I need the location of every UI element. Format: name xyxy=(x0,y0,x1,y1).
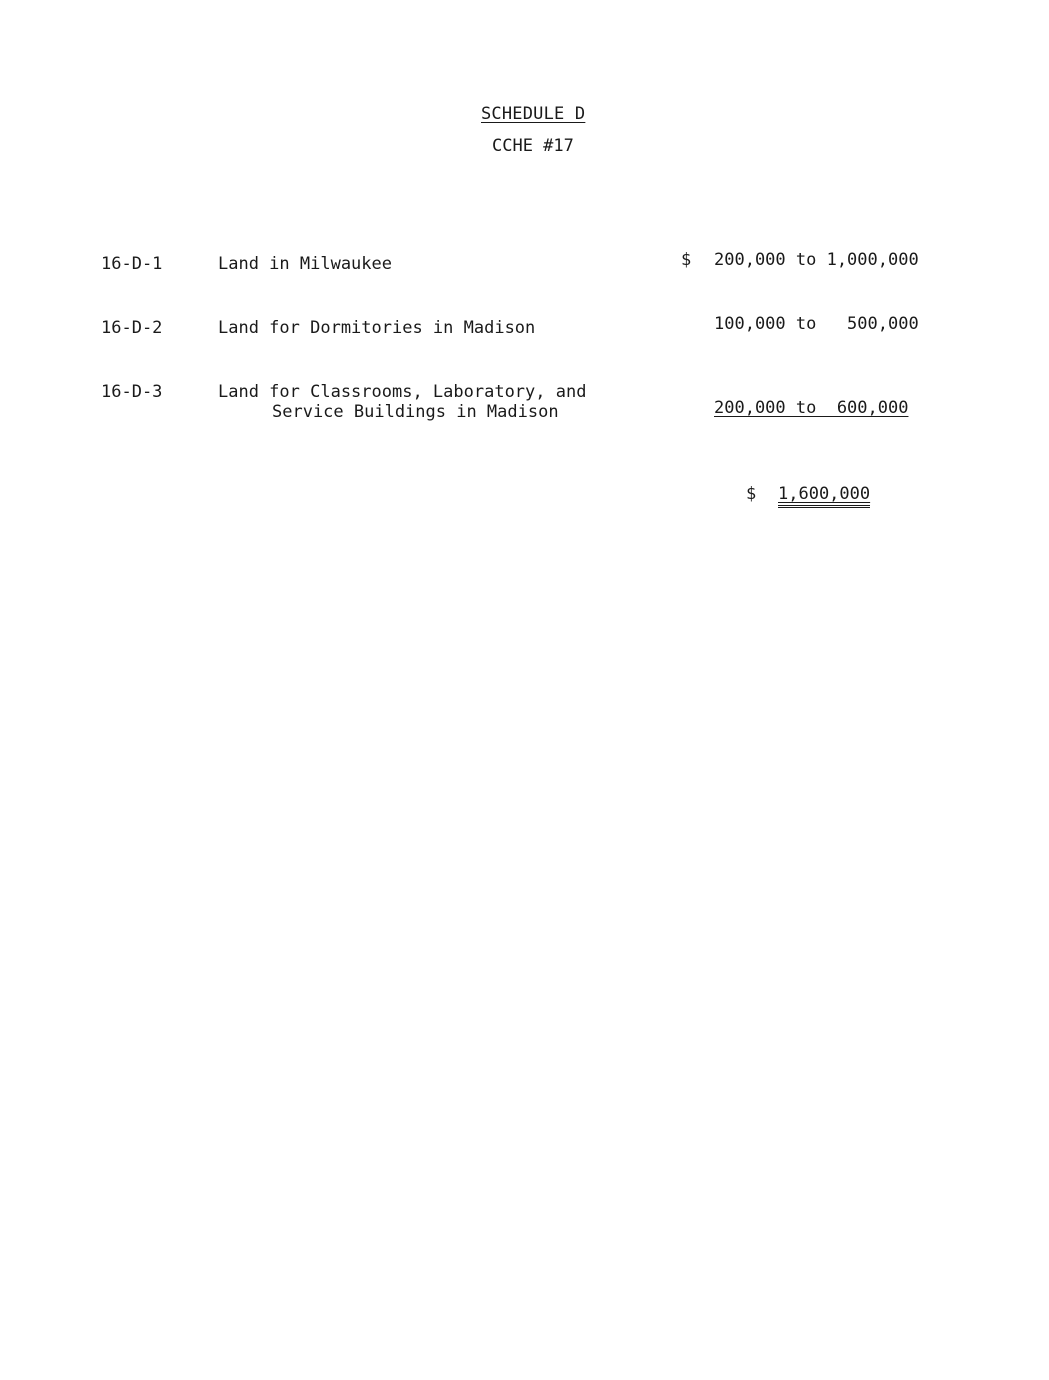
item-description-line2: Service Buildings in Madison xyxy=(272,402,559,422)
item-code: 16-D-2 xyxy=(101,318,163,338)
schedule-subtitle: CCHE #17 xyxy=(492,136,574,156)
item-code: 16-D-1 xyxy=(101,254,163,274)
item-amount-range: 200,000 to 1,000,000 xyxy=(714,250,919,270)
item-currency-symbol: $ xyxy=(681,250,692,270)
schedule-title: SCHEDULE D xyxy=(481,104,586,124)
item-description-line1: Land for Classrooms, Laboratory, and xyxy=(218,382,587,402)
item-description-line1: Land in Milwaukee xyxy=(218,254,392,274)
item-amount-range: 100,000 to 500,000 xyxy=(714,314,919,334)
total-amount: 1,600,000 xyxy=(778,484,870,508)
item-amount-range: 200,000 to 600,000 xyxy=(714,398,909,418)
item-description xyxy=(218,382,586,422)
item-description xyxy=(218,318,535,338)
total-currency-symbol: $ xyxy=(746,484,757,504)
item-description-line1: Land for Dormitories in Madison xyxy=(218,318,536,338)
item-code: 16-D-3 xyxy=(101,382,163,402)
item-description xyxy=(218,254,392,274)
